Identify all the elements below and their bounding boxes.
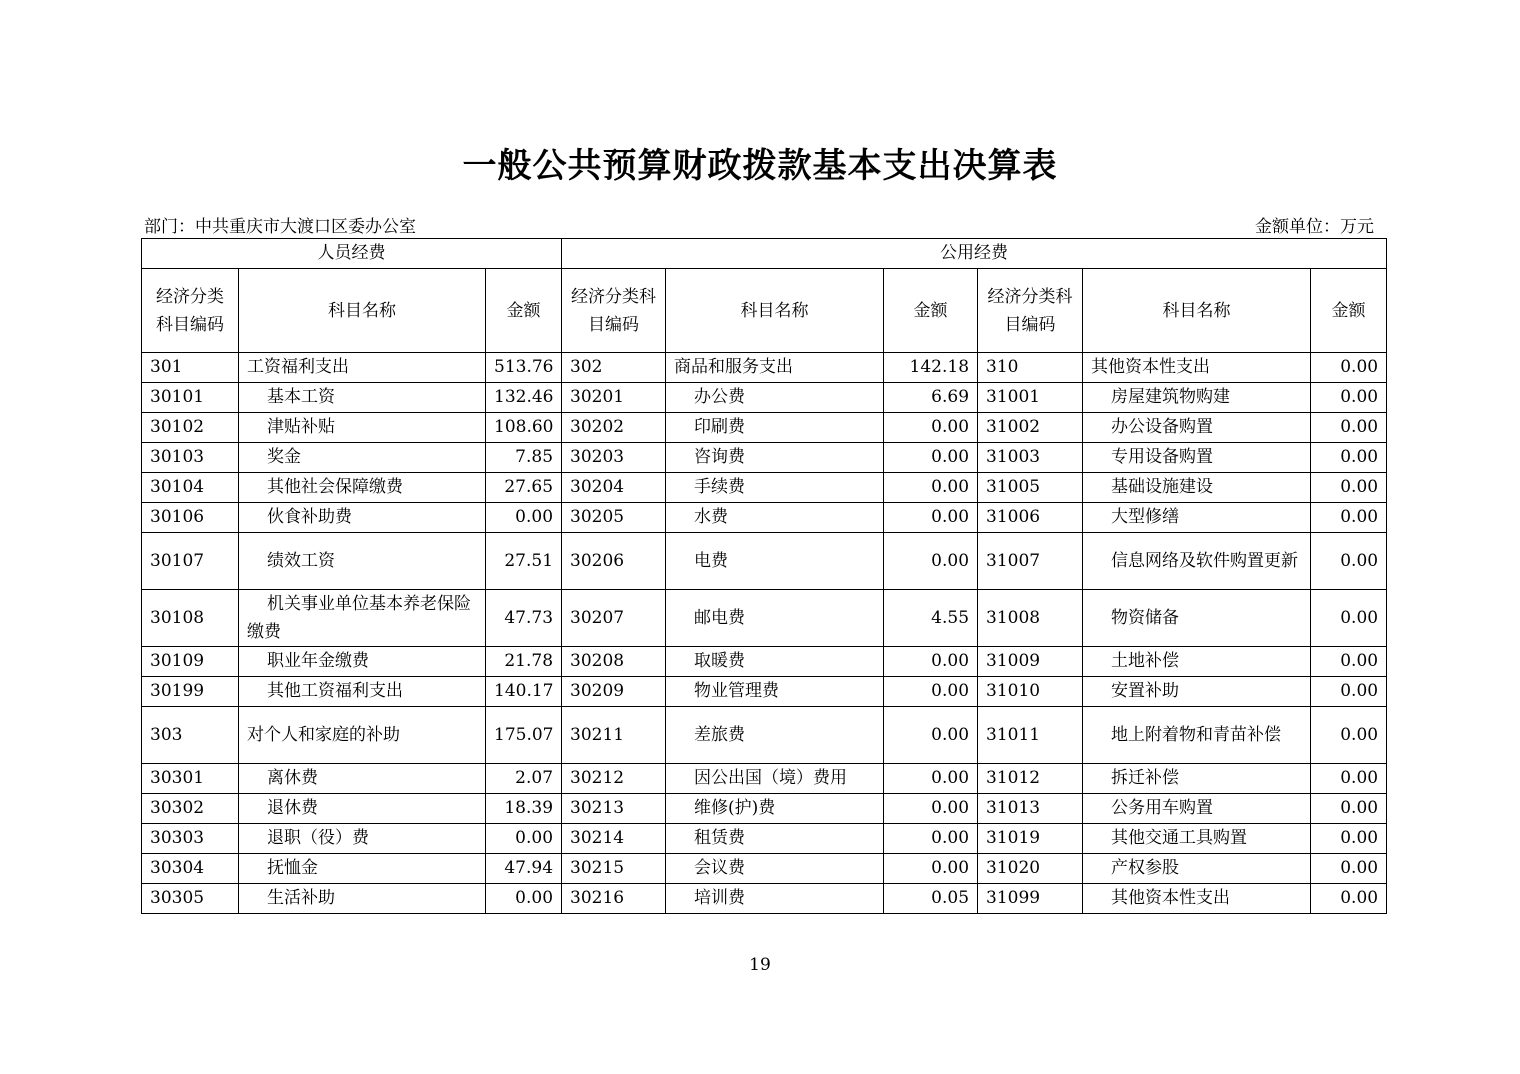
subject-name: 退职（役）费 bbox=[239, 824, 486, 854]
subject-name: 伙食补助费 bbox=[239, 503, 486, 533]
subject-code: 302 bbox=[562, 353, 666, 383]
table-row bbox=[142, 383, 1387, 413]
subject-code: 30108 bbox=[142, 590, 239, 647]
subject-name: 租赁费 bbox=[666, 824, 884, 854]
subject-name: 安置补助 bbox=[1083, 677, 1311, 707]
subject-code: 31009 bbox=[978, 647, 1083, 677]
amount-value: 0.00 bbox=[884, 854, 978, 884]
amount-value: 0.00 bbox=[884, 413, 978, 443]
subject-code: 30304 bbox=[142, 854, 239, 884]
subject-name: 津贴补贴 bbox=[239, 413, 486, 443]
header-amount: 金额 bbox=[884, 269, 978, 353]
subject-name: 取暖费 bbox=[666, 647, 884, 677]
header-name: 科目名称 bbox=[666, 269, 884, 353]
subject-name: 信息网络及软件购置更新 bbox=[1083, 533, 1311, 590]
amount-value: 0.05 bbox=[884, 884, 978, 914]
amount-value: 0.00 bbox=[884, 473, 978, 503]
subject-code: 30215 bbox=[562, 854, 666, 884]
subject-name: 退休费 bbox=[239, 794, 486, 824]
amount-value: 0.00 bbox=[884, 503, 978, 533]
group-header-row bbox=[142, 239, 1387, 269]
subject-code: 30209 bbox=[562, 677, 666, 707]
subject-code: 31002 bbox=[978, 413, 1083, 443]
subject-name: 其他资本性支出 bbox=[1083, 884, 1311, 914]
subject-name: 商品和服务支出 bbox=[666, 353, 884, 383]
table-row bbox=[142, 707, 1387, 764]
amount-value: 108.60 bbox=[486, 413, 562, 443]
amount-value: 0.00 bbox=[1311, 503, 1387, 533]
subject-name: 拆迁补偿 bbox=[1083, 764, 1311, 794]
subject-code: 301 bbox=[142, 353, 239, 383]
amount-value: 27.65 bbox=[486, 473, 562, 503]
amount-value: 0.00 bbox=[1311, 413, 1387, 443]
amount-value: 0.00 bbox=[1311, 764, 1387, 794]
subject-name: 维修(护)费 bbox=[666, 794, 884, 824]
subject-name: 职业年金缴费 bbox=[239, 647, 486, 677]
amount-value: 0.00 bbox=[1311, 824, 1387, 854]
subject-name: 印刷费 bbox=[666, 413, 884, 443]
subject-code: 31007 bbox=[978, 533, 1083, 590]
amount-value: 0.00 bbox=[884, 707, 978, 764]
table-row bbox=[142, 824, 1387, 854]
amount-value: 0.00 bbox=[884, 794, 978, 824]
group-public: 公用经费 bbox=[562, 239, 1387, 269]
amount-value: 27.51 bbox=[486, 533, 562, 590]
subject-name: 抚恤金 bbox=[239, 854, 486, 884]
subject-name: 手续费 bbox=[666, 473, 884, 503]
amount-value: 0.00 bbox=[884, 533, 978, 590]
subject-code: 30202 bbox=[562, 413, 666, 443]
header-name: 科目名称 bbox=[1083, 269, 1311, 353]
amount-value: 4.55 bbox=[884, 590, 978, 647]
subject-code: 30302 bbox=[142, 794, 239, 824]
subject-name: 培训费 bbox=[666, 884, 884, 914]
amount-value: 0.00 bbox=[884, 443, 978, 473]
subject-name: 大型修缮 bbox=[1083, 503, 1311, 533]
subject-code: 30305 bbox=[142, 884, 239, 914]
amount-value: 0.00 bbox=[486, 503, 562, 533]
subject-name: 奖金 bbox=[239, 443, 486, 473]
amount-value: 0.00 bbox=[1311, 533, 1387, 590]
header-amount: 金额 bbox=[486, 269, 562, 353]
subject-code: 30103 bbox=[142, 443, 239, 473]
subject-code: 30212 bbox=[562, 764, 666, 794]
subject-name: 对个人和家庭的补助 bbox=[239, 707, 486, 764]
subject-name: 工资福利支出 bbox=[239, 353, 486, 383]
subject-code: 31013 bbox=[978, 794, 1083, 824]
amount-value: 142.18 bbox=[884, 353, 978, 383]
table-row bbox=[142, 353, 1387, 383]
subject-name: 因公出国（境）费用 bbox=[666, 764, 884, 794]
subject-code: 303 bbox=[142, 707, 239, 764]
subject-code: 31003 bbox=[978, 443, 1083, 473]
subject-code: 31008 bbox=[978, 590, 1083, 647]
subject-code: 31099 bbox=[978, 884, 1083, 914]
amount-value: 0.00 bbox=[884, 824, 978, 854]
subject-name: 基本工资 bbox=[239, 383, 486, 413]
subject-code: 30214 bbox=[562, 824, 666, 854]
subject-code: 30102 bbox=[142, 413, 239, 443]
subject-name: 咨询费 bbox=[666, 443, 884, 473]
subject-code: 30213 bbox=[562, 794, 666, 824]
subject-code: 31005 bbox=[978, 473, 1083, 503]
subject-code: 31012 bbox=[978, 764, 1083, 794]
header-name: 科目名称 bbox=[239, 269, 486, 353]
subject-code: 30204 bbox=[562, 473, 666, 503]
table-row bbox=[142, 503, 1387, 533]
subject-code: 31001 bbox=[978, 383, 1083, 413]
department-label: 部门：中共重庆市大渡口区委办公室 bbox=[144, 217, 416, 237]
table-row bbox=[142, 677, 1387, 707]
subject-name: 物业管理费 bbox=[666, 677, 884, 707]
subject-code: 31020 bbox=[978, 854, 1083, 884]
subject-code: 30205 bbox=[562, 503, 666, 533]
subject-code: 30109 bbox=[142, 647, 239, 677]
subject-name: 电费 bbox=[666, 533, 884, 590]
subject-code: 30216 bbox=[562, 884, 666, 914]
amount-value: 0.00 bbox=[1311, 647, 1387, 677]
subject-name: 专用设备购置 bbox=[1083, 443, 1311, 473]
table-row bbox=[142, 443, 1387, 473]
amount-value: 7.85 bbox=[486, 443, 562, 473]
amount-value: 21.78 bbox=[486, 647, 562, 677]
amount-value: 0.00 bbox=[1311, 884, 1387, 914]
subject-name: 房屋建筑物购建 bbox=[1083, 383, 1311, 413]
amount-value: 513.76 bbox=[486, 353, 562, 383]
subject-name: 邮电费 bbox=[666, 590, 884, 647]
subject-name: 水费 bbox=[666, 503, 884, 533]
header-code: 经济分类科目编码 bbox=[978, 269, 1083, 353]
subject-code: 30107 bbox=[142, 533, 239, 590]
subject-name: 物资储备 bbox=[1083, 590, 1311, 647]
unit-label: 金额单位：万元 bbox=[1255, 217, 1374, 237]
subject-code: 310 bbox=[978, 353, 1083, 383]
page-title: 一般公共预算财政拨款基本支出决算表 bbox=[462, 146, 1058, 186]
subject-name: 土地补偿 bbox=[1083, 647, 1311, 677]
header-code: 经济分类科目编码 bbox=[142, 269, 239, 353]
table-row bbox=[142, 764, 1387, 794]
subject-name: 差旅费 bbox=[666, 707, 884, 764]
amount-value: 0.00 bbox=[486, 824, 562, 854]
header-amount: 金额 bbox=[1311, 269, 1387, 353]
subject-code: 30301 bbox=[142, 764, 239, 794]
subject-code: 30207 bbox=[562, 590, 666, 647]
amount-value: 0.00 bbox=[1311, 590, 1387, 647]
amount-value: 47.73 bbox=[486, 590, 562, 647]
amount-value: 175.07 bbox=[486, 707, 562, 764]
subject-name: 基础设施建设 bbox=[1083, 473, 1311, 503]
column-header-row bbox=[142, 269, 1387, 353]
table-row bbox=[142, 794, 1387, 824]
subject-code: 31006 bbox=[978, 503, 1083, 533]
subject-code: 30106 bbox=[142, 503, 239, 533]
subject-name: 机关事业单位基本养老保险缴费 bbox=[239, 590, 486, 647]
page-number: 19 bbox=[749, 955, 771, 975]
subject-name: 地上附着物和青苗补偿 bbox=[1083, 707, 1311, 764]
amount-value: 0.00 bbox=[1311, 794, 1387, 824]
header-code: 经济分类科目编码 bbox=[562, 269, 666, 353]
amount-value: 0.00 bbox=[1311, 383, 1387, 413]
subject-name: 离休费 bbox=[239, 764, 486, 794]
amount-value: 0.00 bbox=[1311, 353, 1387, 383]
subject-code: 30303 bbox=[142, 824, 239, 854]
budget-table bbox=[141, 238, 1387, 914]
subject-code: 30208 bbox=[562, 647, 666, 677]
subject-name: 其他交通工具购置 bbox=[1083, 824, 1311, 854]
amount-value: 0.00 bbox=[1311, 677, 1387, 707]
amount-value: 2.07 bbox=[486, 764, 562, 794]
table-row bbox=[142, 413, 1387, 443]
group-personnel: 人员经费 bbox=[142, 239, 562, 269]
subject-code: 30206 bbox=[562, 533, 666, 590]
amount-value: 0.00 bbox=[1311, 854, 1387, 884]
subject-code: 31010 bbox=[978, 677, 1083, 707]
subject-code: 31011 bbox=[978, 707, 1083, 764]
amount-value: 18.39 bbox=[486, 794, 562, 824]
subject-code: 30199 bbox=[142, 677, 239, 707]
subject-name: 产权参股 bbox=[1083, 854, 1311, 884]
amount-value: 6.69 bbox=[884, 383, 978, 413]
amount-value: 0.00 bbox=[486, 884, 562, 914]
amount-value: 47.94 bbox=[486, 854, 562, 884]
table-row bbox=[142, 647, 1387, 677]
subject-name: 其他资本性支出 bbox=[1083, 353, 1311, 383]
subject-code: 30211 bbox=[562, 707, 666, 764]
amount-value: 0.00 bbox=[1311, 473, 1387, 503]
subject-name: 绩效工资 bbox=[239, 533, 486, 590]
subject-code: 30201 bbox=[562, 383, 666, 413]
table-row bbox=[142, 884, 1387, 914]
subject-code: 30203 bbox=[562, 443, 666, 473]
subject-name: 办公设备购置 bbox=[1083, 413, 1311, 443]
amount-value: 0.00 bbox=[884, 764, 978, 794]
subject-code: 31019 bbox=[978, 824, 1083, 854]
subject-name: 其他社会保障缴费 bbox=[239, 473, 486, 503]
subject-name: 会议费 bbox=[666, 854, 884, 884]
subject-code: 30104 bbox=[142, 473, 239, 503]
subject-name: 生活补助 bbox=[239, 884, 486, 914]
amount-value: 0.00 bbox=[884, 647, 978, 677]
amount-value: 140.17 bbox=[486, 677, 562, 707]
amount-value: 0.00 bbox=[884, 677, 978, 707]
amount-value: 0.00 bbox=[1311, 443, 1387, 473]
subject-name: 公务用车购置 bbox=[1083, 794, 1311, 824]
subject-name: 办公费 bbox=[666, 383, 884, 413]
table-row bbox=[142, 590, 1387, 647]
subject-code: 30101 bbox=[142, 383, 239, 413]
table-row bbox=[142, 533, 1387, 590]
amount-value: 0.00 bbox=[1311, 707, 1387, 764]
table-row bbox=[142, 473, 1387, 503]
subject-name: 其他工资福利支出 bbox=[239, 677, 486, 707]
table-row bbox=[142, 854, 1387, 884]
amount-value: 132.46 bbox=[486, 383, 562, 413]
